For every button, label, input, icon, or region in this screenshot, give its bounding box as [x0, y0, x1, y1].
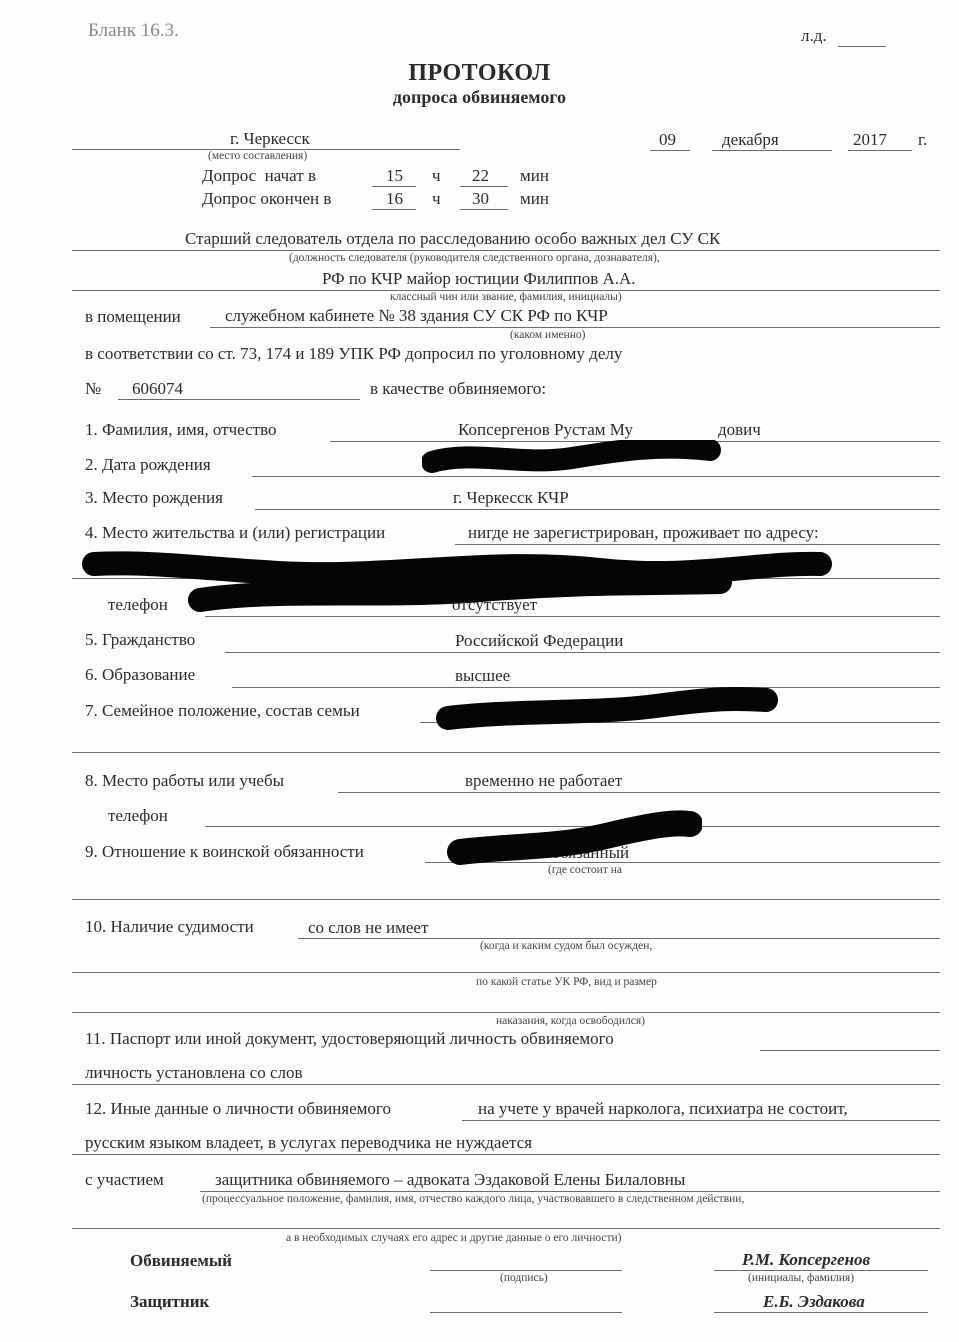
start-hour-line: [372, 186, 416, 187]
education-label: 6. Образование: [85, 665, 196, 684]
date-year-suffix: г.: [918, 130, 928, 149]
name-value: Копсергенов Рустам Му: [458, 420, 633, 439]
work-phone-label: телефон: [108, 806, 168, 825]
passport-line-2: [72, 1084, 940, 1085]
legal-basis: в соответствии со ст. 73, 174 и 189 УПК РФ допросил по уголовному делу: [85, 344, 623, 363]
defender-name: Е.Б. Эздакова: [763, 1292, 865, 1311]
record-line: [298, 938, 940, 939]
defender-signature-line: [430, 1312, 622, 1313]
family-partial: жен: [470, 702, 499, 721]
military-line-2: [72, 899, 940, 900]
start-minute-line: [460, 186, 508, 187]
education-value: высшее: [455, 666, 511, 685]
start-minute: 22: [472, 166, 489, 185]
address-partial: Октябрьская, д. 260: [540, 557, 683, 576]
end-hour-line: [372, 209, 416, 210]
room-label: в помещении: [85, 307, 181, 326]
case-number-label: №: [85, 379, 102, 398]
investigator-name-caption: классный чин или звание, фамилия, инициалы): [390, 291, 622, 303]
room-caption: (каком именно): [510, 329, 586, 341]
residence-value: нигде не зарегистрирован, проживает по адресу:: [468, 523, 819, 542]
case-sheet-label: л.д.: [801, 26, 827, 45]
accused-signature-label: Обвиняемый: [130, 1251, 232, 1270]
date-month: декабря: [722, 130, 779, 149]
end-minute: 30: [472, 189, 489, 208]
date-year-line: [848, 150, 912, 151]
end-minute-unit: мин: [520, 189, 549, 208]
work-line: [338, 792, 940, 793]
end-minute-line: [460, 209, 508, 210]
record-caption-3: наказания, когда освободился): [496, 1015, 645, 1027]
case-number: 606074: [132, 379, 183, 398]
accused-signature-caption: (подпись): [500, 1272, 548, 1284]
passport-value: личность установлена со слов: [85, 1063, 303, 1082]
citizenship-line: [225, 652, 940, 653]
accused-name-line: [714, 1270, 928, 1271]
participation-caption-1: (процессуальное положение, фамилия, имя, отчество каждого лица, участвовавшего в следственном действии,: [202, 1193, 745, 1205]
date-year: 2017: [853, 130, 887, 149]
other-value-2: русским языком владеет, в услугах переводчика не нуждается: [85, 1133, 533, 1152]
investigator-name: РФ по КЧР майор юстиции Филиппов А.А.: [322, 269, 636, 288]
phone-value: отсутствует: [452, 595, 538, 614]
military-caption: (где состоит на: [548, 864, 622, 876]
role-label: в качестве обвиняемого:: [370, 379, 547, 398]
birthplace-line: [255, 509, 940, 510]
end-time-label: Допрос окончен в: [202, 189, 332, 208]
name-label: 1. Фамилия, имя, отчество: [85, 420, 277, 439]
passport-line: [760, 1050, 940, 1051]
accused-name-caption: (инициалы, фамилия): [748, 1272, 855, 1284]
other-value-1: на учете у врачей нарколога, психиатра не состоит,: [478, 1099, 848, 1118]
record-caption-2: по какой статье УК РФ, вид и размер: [476, 976, 657, 988]
end-hour: 16: [386, 189, 403, 208]
accused-signature-line: [430, 1270, 622, 1271]
place-value: г. Черкесск: [230, 129, 310, 148]
end-hour-unit: ч: [432, 189, 441, 208]
citizenship-label: 5. Гражданство: [85, 630, 196, 649]
investigator-position-caption: (должность следователя (руководителя следственного органа, дознавателя),: [289, 252, 660, 264]
date-month-line: [712, 150, 832, 151]
start-minute-unit: мин: [520, 166, 549, 185]
document-subtitle: допроса обвиняемого: [392, 87, 567, 107]
participation-line: [200, 1191, 940, 1192]
work-label: 8. Место работы или учебы: [85, 771, 285, 790]
place-caption: (место составления): [208, 150, 308, 162]
room-line: [210, 327, 940, 328]
participation-value: защитника обвиняемого – адвоката Эздаковой Елены Билаловны: [215, 1170, 686, 1189]
birthplace-value: г. Черкесск КЧР: [453, 488, 569, 507]
other-line: [462, 1120, 940, 1121]
family-line-2: [72, 752, 940, 753]
record-label: 10. Наличие судимости: [85, 917, 254, 936]
accused-name: Р.М. Копсергенов: [742, 1250, 871, 1269]
record-line-2: [72, 972, 940, 973]
start-hour-unit: ч: [432, 166, 441, 185]
start-time-label: Допрос начат в: [202, 166, 316, 185]
phone-line: [205, 616, 940, 617]
case-number-line: [118, 399, 360, 400]
record-value: со слов не имеет: [308, 918, 429, 937]
form-label: Бланк 16.3.: [88, 20, 179, 41]
case-sheet-line: [838, 46, 886, 47]
document-title: ПРОТОКОЛ: [408, 60, 551, 86]
room-value: служебном кабинете № 38 здания СУ СК РФ по КЧР: [225, 306, 608, 325]
defender-signature-label: Защитник: [130, 1292, 210, 1311]
birthplace-label: 3. Место рождения: [85, 488, 223, 507]
date-day-line: [650, 150, 690, 151]
residence-label: 4. Место жительства и (или) регистрации: [85, 523, 386, 542]
date-day: 09: [659, 130, 676, 149]
military-label: 9. Отношение к воинской обязанности: [85, 842, 364, 861]
family-label: 7. Семейное положение, состав семьи: [85, 701, 360, 720]
defender-name-line: [714, 1312, 928, 1313]
other-label: 12. Иные данные о личности обвиняемого: [85, 1099, 391, 1118]
work-value: временно не работает: [465, 771, 623, 790]
record-caption-1: (когда и каким судом был осужден,: [480, 940, 653, 952]
other-line-2: [72, 1154, 940, 1155]
participation-line-2: [72, 1228, 940, 1229]
participation-label: с участием: [85, 1170, 164, 1189]
military-partial: нообязанный: [534, 843, 630, 862]
citizenship-value: Российской Федерации: [455, 631, 624, 650]
start-hour: 15: [386, 166, 403, 185]
investigator-position-line: [72, 250, 940, 251]
passport-label: 11. Паспорт или иной документ, удостоверяющий личность обвиняемого: [85, 1029, 614, 1048]
phone-label: телефон: [108, 595, 168, 614]
investigator-position: Старший следователь отдела по расследованию особо важных дел СУ СК: [185, 229, 721, 248]
birthdate-label: 2. Дата рождения: [85, 455, 211, 474]
record-line-3: [72, 1012, 940, 1013]
participation-caption-2: а в необходимых случаях его адрес и другие данные о его личности): [286, 1232, 622, 1244]
name-value-end: дович: [718, 420, 761, 439]
